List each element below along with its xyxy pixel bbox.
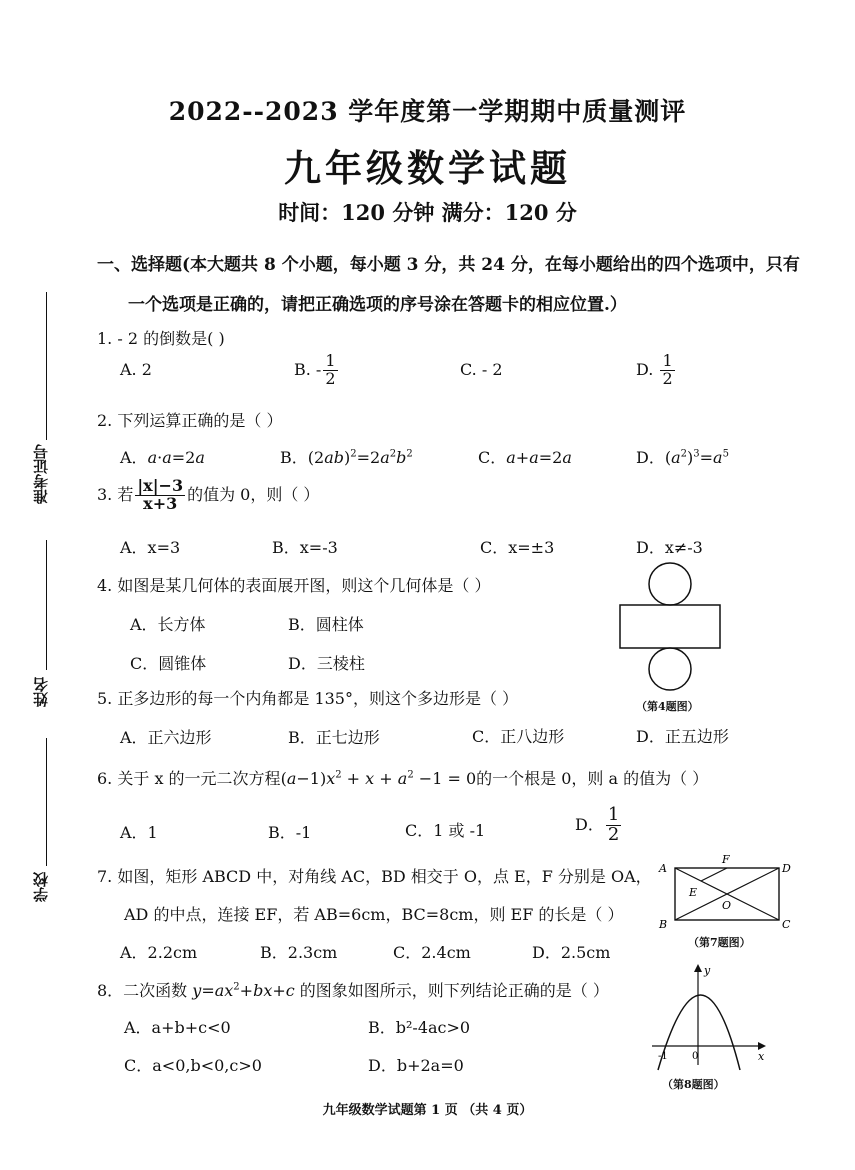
binding-line <box>46 292 47 440</box>
q6-option-a: A．1 <box>120 823 158 842</box>
time-score-line: 时间：120 分钟 满分：120 分 <box>278 200 577 225</box>
parabola-curve <box>658 995 740 1070</box>
q7-option-a: A．2.2cm <box>120 943 198 962</box>
q6-option-c: C．1 或 -1 <box>405 821 486 840</box>
q7-option-c: C．2.4cm <box>393 943 471 962</box>
cylinder-net-figure <box>612 560 732 695</box>
q1-option-b: B. - $\frac{1}{2}$ <box>294 351 336 388</box>
q6-equation: $(a-1)x^2 + x + a^2 -1 = 0$ <box>280 769 477 788</box>
question-3-stem: 3. 若 $\frac{|x|-3}{x+3}$ 的值为 0，则（ ） <box>97 476 320 513</box>
label-f: F <box>722 853 730 866</box>
question-1-stem: 1. - 2 的倒数是( ) <box>97 329 225 348</box>
question-5-stem: 5. 正多边形的每一个内角都是 135°，则这个多边形是（ ） <box>97 689 519 708</box>
label-e: E <box>689 886 698 899</box>
tick-minus-one: -1 <box>658 1051 668 1062</box>
rectangle-abcd-figure <box>655 850 795 935</box>
question-2-stem: 2. 下列运算正确的是（ ） <box>97 411 283 430</box>
question-6-stem: 6. 关于 x 的一元二次方程$(a-1)x^2 + x + a^2 -1 = 0$的一个根是 0，则 a 的值为（ ） <box>97 769 709 788</box>
section-heading-cont: 一个选项是正确的，请把正确选项的序号涂在答题卡的相应位置.） <box>128 295 627 315</box>
q8-option-a: A．a+b+c<0 <box>124 1018 231 1037</box>
name-label: 姓名 <box>32 677 50 707</box>
q3-option-d: D．x≠-3 <box>636 538 703 557</box>
q4-option-b: B．圆柱体 <box>288 615 364 634</box>
axis-x-label: x <box>758 1050 765 1063</box>
net-top-circle <box>649 563 691 605</box>
axis-y-label: y <box>704 964 711 977</box>
exam-id-label: 准考证号 <box>32 444 50 504</box>
question-4-stem: 4. 如图是某几何体的表面展开图，则这个几何体是（ ） <box>97 576 491 595</box>
q2-option-b: B．$(2ab)^2=2a^2b^2$ <box>280 448 413 467</box>
q4-option-d: D．三棱柱 <box>288 654 365 673</box>
question-7-stem: 7. 如图，矩形 ABCD 中，对角线 AC，BD 相交于 O，点 E，F 分别是 OA， <box>97 867 652 886</box>
question-8-stem: 8．二次函数 $y=ax^2+bx+c$ 的图象如图所示，则下列结论正确的是（ ） <box>97 981 609 1000</box>
page-footer: 九年级数学试题第 1 页 （共 4 页） <box>322 1103 533 1118</box>
q7-option-b: B．2.3cm <box>260 943 338 962</box>
q2-option-a: A．a·a=2a <box>120 448 205 467</box>
q6-option-d: D． $\frac{1}{2}$ <box>575 804 620 845</box>
school-label: 学校 <box>32 872 50 902</box>
q5-option-b: B．正七边形 <box>288 728 380 747</box>
binding-line <box>46 540 47 670</box>
q8-option-c: C．a<0,b<0,c>0 <box>124 1056 262 1075</box>
q4-option-a: A．长方体 <box>130 615 206 634</box>
q1-option-a: A. 2 <box>120 360 152 379</box>
parabola-figure <box>648 960 773 1072</box>
q1-option-c: C. - 2 <box>460 360 503 379</box>
q5-option-d: D．正五边形 <box>636 727 729 746</box>
q4-option-c: C．圆锥体 <box>130 654 207 673</box>
net-bottom-circle <box>649 648 691 690</box>
page-title: 九年级数学试题 <box>284 146 571 190</box>
tick-zero: 0 <box>692 1051 699 1062</box>
net-rectangle <box>620 605 720 648</box>
q3-option-c: C．x=±3 <box>480 538 555 557</box>
q6-option-b: B．-1 <box>268 823 312 842</box>
q5-option-a: A．正六边形 <box>120 728 212 747</box>
q8-option-d: D．b+2a=0 <box>368 1056 464 1075</box>
binding-line <box>46 738 47 866</box>
q5-option-c: C．正八边形 <box>472 727 565 746</box>
label-a: A <box>659 862 667 875</box>
label-d: D <box>782 862 791 875</box>
figure-7-caption: （第7题图） <box>688 936 751 949</box>
question-7-stem-cont: AD 的中点，连接 EF，若 AB=6cm，BC=8cm，则 EF 的长是（ ） <box>124 905 624 924</box>
figure-8-caption: （第8题图） <box>662 1078 725 1091</box>
q2-option-d: D．$(a^2)^3=a^5$ <box>636 448 729 467</box>
label-c: C <box>782 918 791 931</box>
q2-option-c: C．a+a=2a <box>478 448 572 467</box>
q3-option-a: A．x=3 <box>120 538 181 557</box>
q7-option-d: D．2.5cm <box>532 943 611 962</box>
figure-4-caption: （第4题图） <box>636 700 699 713</box>
label-o: O <box>722 899 732 912</box>
section-heading: 一、选择题(本大题共 8 个小题，每小题 3 分，共 24 分，在每小题给出的四个选项中，只有 <box>97 255 800 275</box>
q8-option-b: B．b²-4ac>0 <box>368 1018 471 1037</box>
exam-term-heading: 2022--2023 学年度第一学期期中质量测评 <box>168 97 687 126</box>
q1-option-d: D. $\frac{1}{2}$ <box>636 351 673 388</box>
q3-option-b: B．x=-3 <box>272 538 338 557</box>
label-b: B <box>659 918 668 931</box>
